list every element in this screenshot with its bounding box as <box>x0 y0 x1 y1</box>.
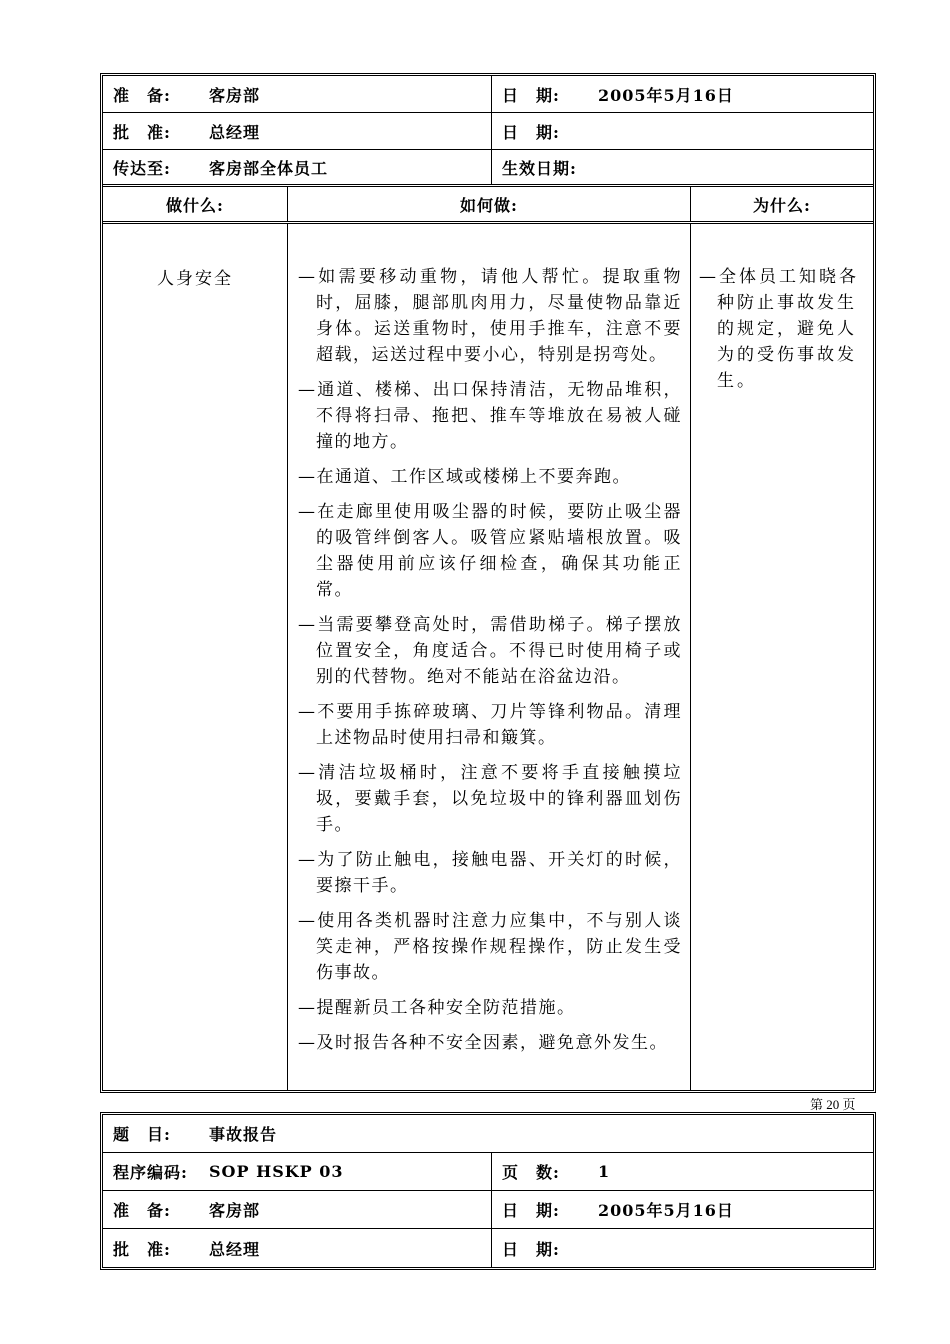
what-text: 人身安全 <box>157 269 233 289</box>
how-item: —在走廊里使用吸尘器的时候，要防止吸尘器的吸管绊倒客人。吸管应紧贴墙根放置。吸尘器使用前应该仔细检查，确保其功能正常。 <box>298 502 682 600</box>
approve-label: 批 准: <box>113 122 171 142</box>
effective-date-label: 生效日期: <box>502 158 577 178</box>
date-cell <box>491 76 873 112</box>
pages-cell <box>491 1153 873 1190</box>
how-column <box>287 224 690 1090</box>
title-value: 事故报告 <box>209 1125 278 1144</box>
date-value-bottom: 2005年5月16日 <box>598 1201 734 1220</box>
why-column <box>690 224 873 1090</box>
approve-date-label-bottom: 日 期: <box>502 1239 560 1259</box>
approve-cell-bottom <box>103 1229 491 1267</box>
how-item: —提醒新员工各种安全防范措施。 <box>298 998 576 1018</box>
how-list <box>288 224 690 1056</box>
how-item: —为了防止触电，接触电器、开关灯的时候，要擦干手。 <box>298 850 682 896</box>
table-header-row <box>103 187 873 224</box>
prepare-value: 客房部 <box>209 85 261 105</box>
approve-date-cell-bottom <box>491 1229 873 1267</box>
how-item: —清洁垃圾桶时，注意不要将手直接触摸垃圾，要戴手套，以免垃圾中的锋利器皿划伤手。 <box>298 763 682 835</box>
header-what: 做什么: <box>166 195 224 215</box>
title-row <box>103 1115 873 1153</box>
distribute-value: 客房部全体员工 <box>209 158 329 178</box>
pages-label: 页 数: <box>502 1163 560 1182</box>
approve-date-label: 日 期: <box>502 122 560 142</box>
date-label: 日 期: <box>502 85 560 105</box>
date-cell-bottom <box>491 1191 873 1228</box>
approve-cell <box>103 113 491 149</box>
how-item: —及时报告各种不安全因素，避免意外发生。 <box>298 1033 668 1053</box>
pages-value: 1 <box>598 1162 611 1181</box>
code-value: SOP HSKP 03 <box>209 1162 344 1181</box>
why-text: —全体员工知晓各种防止事故发生的规定，避免人为的受伤事故发生。 <box>699 267 859 391</box>
header-row-prepare <box>103 76 873 113</box>
prepare-label-bottom: 准 备: <box>113 1201 171 1220</box>
page-number: 第 20 页 <box>810 1097 856 1112</box>
header-row-distribute <box>103 150 873 187</box>
approve-label-bottom: 批 准: <box>113 1239 171 1259</box>
how-item: —在通道、工作区域或楼梯上不要奔跑。 <box>298 467 631 487</box>
approve-row-bottom <box>103 1229 873 1267</box>
how-item: —通道、楼梯、出口保持清洁，无物品堆积，不得将扫帚、拖把、推车等堆放在易被人碰撞的地方。 <box>298 380 682 452</box>
prepare-cell-bottom <box>103 1191 491 1228</box>
code-label: 程序编码: <box>113 1163 188 1182</box>
header-why: 为什么: <box>690 187 873 221</box>
date-label-bottom: 日 期: <box>502 1201 560 1220</box>
approve-value: 总经理 <box>209 122 261 142</box>
how-item: —当需要攀登高处时，需借助梯子。梯子摆放位置安全，角度适合。不得已时使用椅子或别的代替物。绝对不能站在浴盆边沿。 <box>298 615 682 687</box>
code-row <box>103 1153 873 1191</box>
prepare-row-bottom <box>103 1191 873 1229</box>
prepare-cell <box>103 76 491 112</box>
how-item: —使用各类机器时注意力应集中，不与别人谈笑走神，严格按操作规程操作，防止发生受伤事故。 <box>298 911 682 983</box>
approve-date-cell <box>491 113 873 149</box>
sop-form-top <box>100 73 876 1093</box>
sop-form-bottom <box>100 1112 876 1270</box>
distribute-cell <box>103 150 491 184</box>
effective-date-cell <box>491 150 873 184</box>
header-row-approve <box>103 113 873 150</box>
title-label: 题 目: <box>113 1125 171 1144</box>
title-cell <box>103 1115 873 1152</box>
header-how: 如何做: <box>287 187 690 221</box>
how-item: —如需要移动重物，请他人帮忙。提取重物时，屈膝，腿部肌肉用力，尽量使物品靠近身体。运送重物时，使用手推车，注意不要超载，运送过程中要小心，特别是拐弯处。 <box>298 267 682 365</box>
distribute-label: 传达至: <box>113 158 171 178</box>
table-body <box>103 224 873 1090</box>
what-column <box>103 224 287 1090</box>
approve-value-bottom: 总经理 <box>209 1239 261 1259</box>
prepare-value-bottom: 客房部 <box>209 1201 261 1220</box>
date-value: 2005年5月16日 <box>598 85 734 105</box>
how-item: —不要用手拣碎玻璃、刀片等锋利物品。清理上述物品时使用扫帚和簸箕。 <box>298 702 682 748</box>
code-cell <box>103 1153 491 1190</box>
prepare-label: 准 备: <box>113 85 171 105</box>
